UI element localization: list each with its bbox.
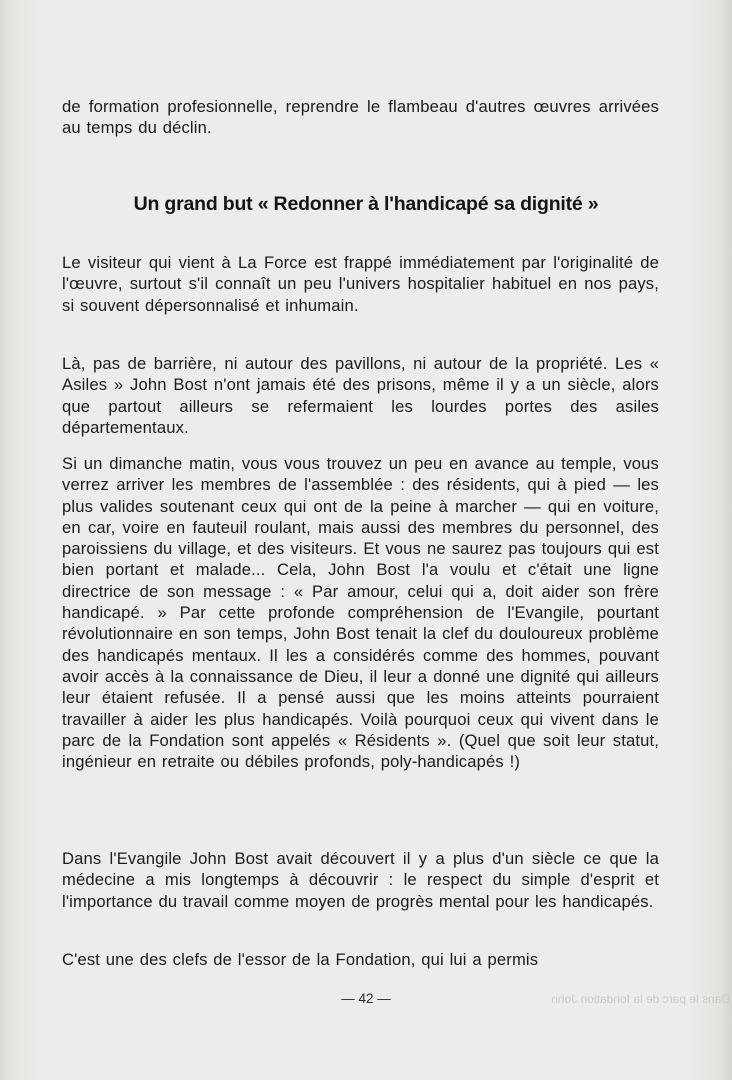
page-number: — 42 —: [341, 991, 391, 1006]
paragraph-text: Si un dimanche matin, vous vous trouvez un peu en avance au temple, vous verrez arriver les membres de l'assemblée : des résidents, qui à pied — les plus valides soutenant ceux qui ont de la peine à marcher — qui en voiture, en car, voire en fauteuil roulant, mais aussi des membres du personnel, des paroissiens du village, et des visiteurs. Et vous ne saurez pas toujours qui est bien portant et malade... Cela, John Bost l'a voulu et c'était une ligne directrice de son message : « Par amour, celui qui a, doit aider son frère handicapé. » Par cette profonde compréhension de l'Evangile, pourtant révolutionnaire en son temps, John Bost tenait la clef du douloureux problème des handicapés mentaux. Il les a considérés comme des hommes, pouvant avoir accès à la connaissance de Dieu, il leur a donné une dignité qui ailleurs leur étaient refusée. Il a pensé aussi que les moins atteints pourraient travailler à aider les plus handicapés. Voilà pourquoi ceux qui vivent dans le parc de la Fondation sont appelés « Résidents ». (Quel que soit leur statut, ingénieur en retraite ou débiles profonds, poly-handicapés !): [62, 454, 659, 772]
body-paragraph: [62, 453, 659, 772]
intro-paragraph: [62, 96, 659, 139]
paragraph-text: Le visiteur qui vient à La Force est frappé immédiatement par l'originalité de l'œuvre, surtout s'il connaît un peu l'univers hospitalier habituel en nos pays, si souvent dépersonnalisé et inhumain.: [62, 253, 659, 315]
body-paragraph: [62, 949, 659, 970]
paragraph-text: Là, pas de barrière, ni autour des pavillons, ni autour de la propriété. Les « Asiles » John Bost n'ont jamais été des prisons, même il y a un siècle, alors que partout ailleurs se refermaient les lourdes portes des asiles départementaux.: [62, 354, 659, 437]
section-heading: Un grand but « Redonner à l'handicapé sa dignité »: [133, 193, 599, 215]
intro-paragraph-text: de formation profesionnelle, reprendre le flambeau d'autres œuvres arrivées au temps du déclin.: [62, 97, 659, 138]
body-paragraph: [62, 252, 659, 316]
show-through-text: Dans le parc de la fondation John: [551, 992, 730, 1006]
body-paragraph: [62, 848, 659, 912]
paragraph-text: C'est une des clefs de l'essor de la Fondation, qui lui a permis: [62, 950, 539, 969]
body-paragraph: [62, 353, 659, 438]
paragraph-text: Dans l'Evangile John Bost avait découvert il y a plus d'un siècle ce que la médecine a mis longtemps à découvrir : le respect du simple d'esprit et l'importance du travail comme moyen de progrès mental pour les handicapés.: [62, 849, 659, 911]
